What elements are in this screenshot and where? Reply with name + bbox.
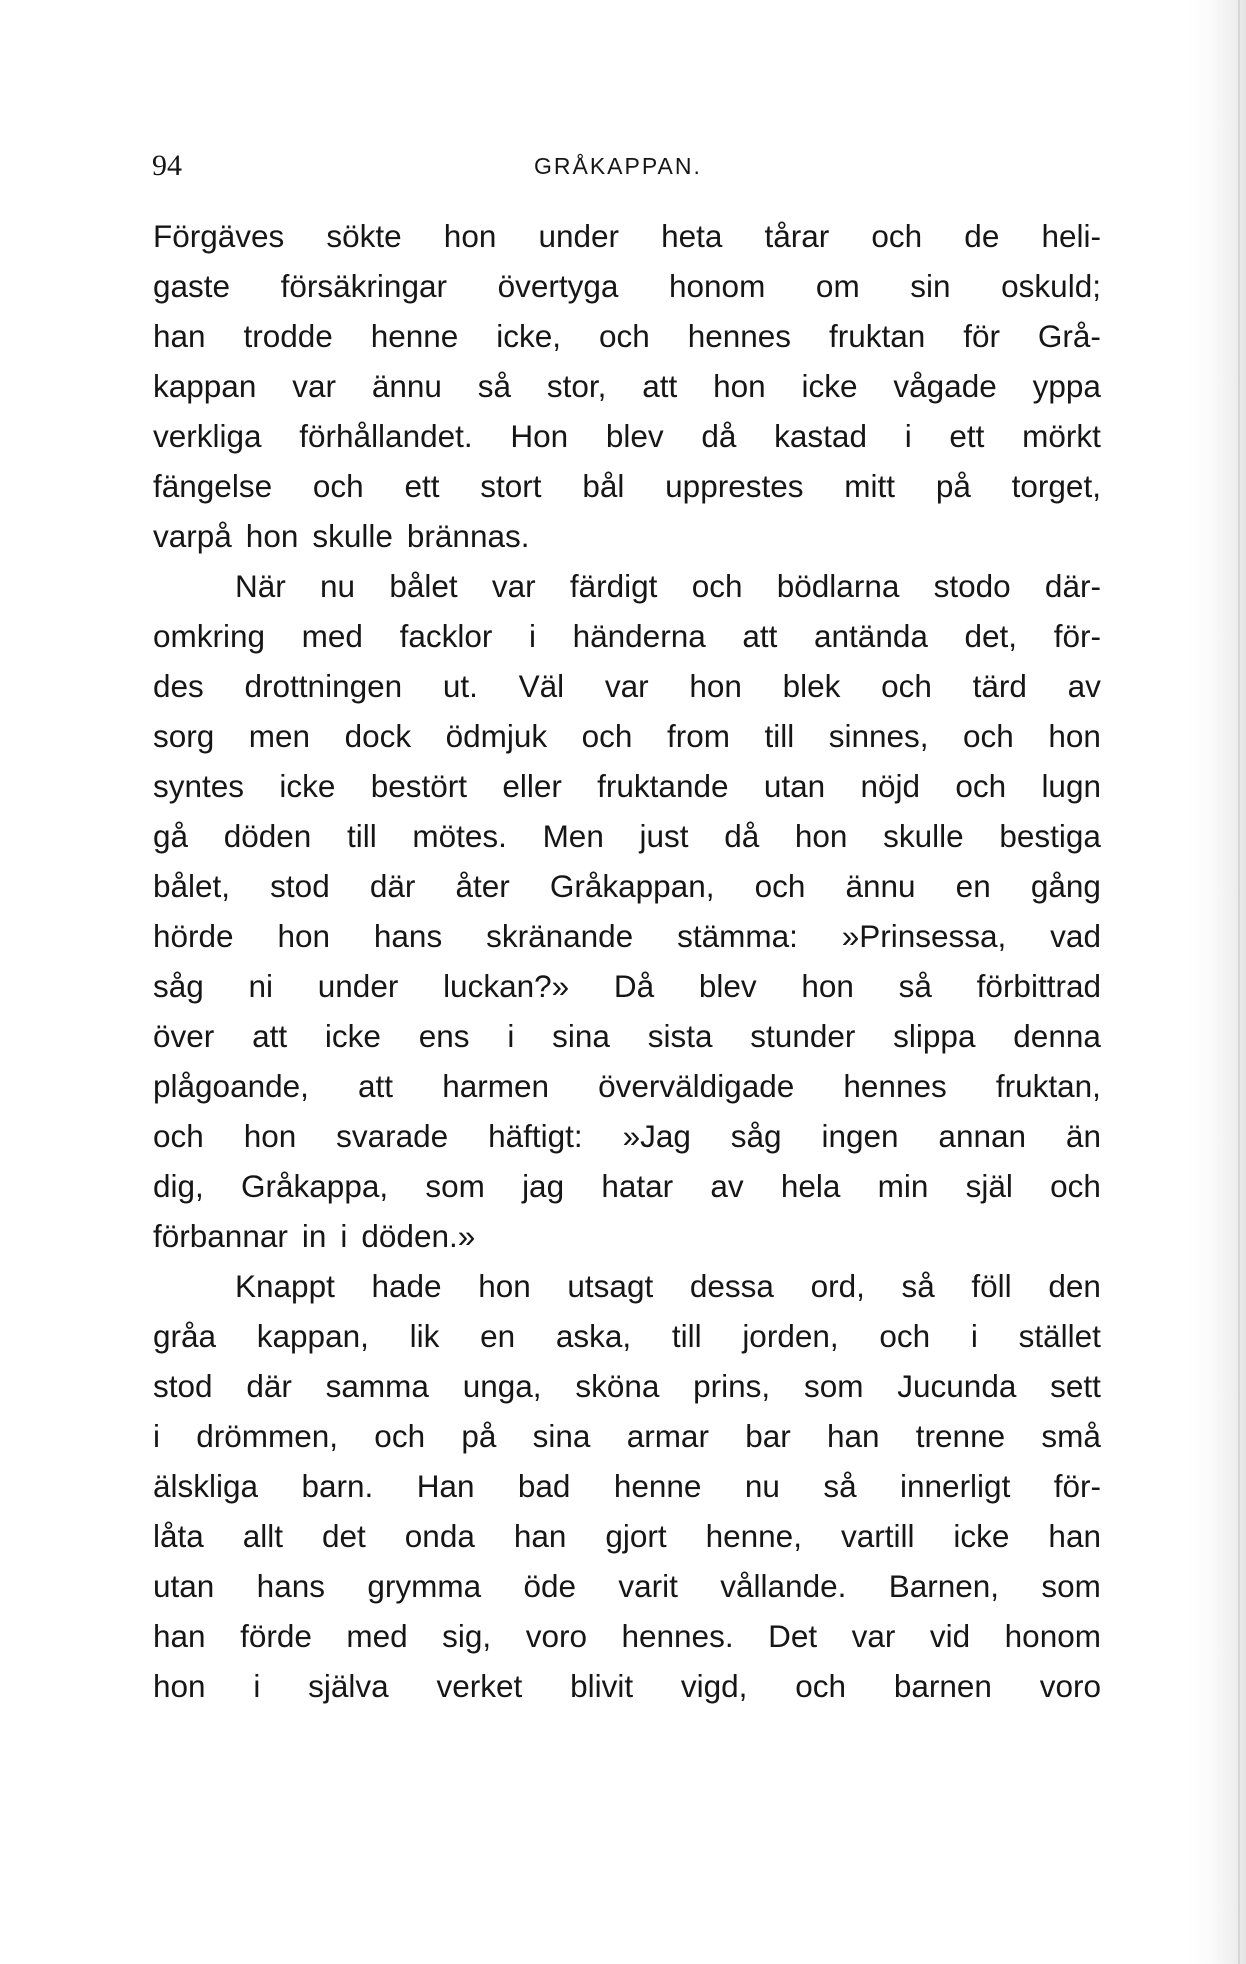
- word: döden.»: [361, 1218, 476, 1254]
- word: hon: [478, 1268, 531, 1304]
- text-line: [153, 1011, 1101, 1061]
- word: fruktan: [828, 318, 926, 354]
- word: och: [153, 1118, 204, 1154]
- word: förbittrad: [976, 968, 1101, 1004]
- word: icke: [953, 1518, 1010, 1554]
- word: heli-: [1041, 218, 1101, 254]
- text-line: [153, 311, 1101, 361]
- word: tärd: [972, 668, 1027, 704]
- word: hon: [801, 968, 854, 1004]
- word: blivit: [570, 1668, 634, 1704]
- word: trenne: [915, 1418, 1006, 1454]
- text-line: [153, 461, 1101, 511]
- word: icke: [279, 768, 336, 804]
- text-line: [153, 1311, 1101, 1361]
- word: utan: [153, 1568, 215, 1604]
- word: trodde: [243, 318, 333, 354]
- word: antända: [814, 618, 928, 654]
- word: i: [340, 1218, 348, 1254]
- text-line: [153, 411, 1101, 461]
- text-line: [153, 1661, 1101, 1711]
- word: då: [724, 818, 760, 854]
- word: då: [701, 418, 737, 454]
- word: vållande.: [720, 1568, 847, 1604]
- word: det: [322, 1518, 366, 1554]
- word: omkring: [153, 618, 266, 654]
- text-line: [153, 1411, 1101, 1461]
- word: voro: [1039, 1668, 1101, 1704]
- word: där: [246, 1368, 292, 1404]
- word: var: [292, 368, 336, 404]
- word: så: [901, 1268, 935, 1304]
- word: att: [252, 1018, 288, 1054]
- word: och: [881, 668, 932, 704]
- word: gaste: [153, 268, 231, 304]
- word: sköna: [575, 1368, 660, 1404]
- word: hon: [689, 668, 742, 704]
- word: ännu: [845, 868, 916, 904]
- word: de: [964, 218, 1000, 254]
- word: plågoande,: [153, 1068, 309, 1104]
- text-line: [153, 1211, 1101, 1261]
- word: slippa: [893, 1018, 976, 1054]
- word: blev: [605, 418, 664, 454]
- word: sinnes,: [828, 718, 929, 754]
- word: såg: [153, 968, 204, 1004]
- word: ens: [418, 1018, 470, 1054]
- word: hennes.: [621, 1618, 734, 1654]
- word: hennes: [687, 318, 792, 354]
- word: prins,: [693, 1368, 771, 1404]
- word: men: [248, 718, 311, 754]
- word: han: [153, 1618, 206, 1654]
- word: allt: [242, 1518, 284, 1554]
- word: vartill: [840, 1518, 915, 1554]
- word: luckan?»: [443, 968, 570, 1004]
- word: han: [513, 1518, 567, 1554]
- word: och: [374, 1418, 426, 1454]
- running-head: [152, 146, 1102, 186]
- page-number: 94: [152, 149, 182, 182]
- text-line: [153, 961, 1101, 1011]
- word: färdigt: [569, 568, 658, 604]
- word: unga,: [462, 1368, 542, 1404]
- text-line: [153, 811, 1101, 861]
- word: såg: [730, 1118, 782, 1154]
- word: mörkt: [1022, 418, 1101, 454]
- word: i: [253, 1668, 261, 1704]
- word: onda: [404, 1518, 475, 1554]
- word: om: [815, 268, 860, 304]
- word: för-: [1053, 618, 1101, 654]
- word: sökte: [326, 218, 402, 254]
- word: döden: [223, 818, 312, 854]
- word: under: [317, 968, 399, 1004]
- word: att: [642, 368, 678, 404]
- word: varpå: [153, 518, 232, 554]
- word: och: [691, 568, 743, 604]
- word: min: [877, 1168, 929, 1204]
- word: bad: [517, 1468, 571, 1504]
- text-line: [153, 1261, 1101, 1311]
- text-line: [153, 711, 1101, 761]
- word: bar: [745, 1418, 791, 1454]
- word: hans: [373, 918, 443, 954]
- word: och: [963, 718, 1014, 754]
- text-line: [153, 211, 1101, 261]
- word: voro: [525, 1618, 587, 1654]
- word: med: [301, 618, 363, 654]
- word: harmen: [442, 1068, 549, 1104]
- word: vad: [1050, 918, 1101, 954]
- text-line: [153, 511, 1101, 561]
- word: Knappt: [235, 1268, 335, 1304]
- word: stodo: [933, 568, 1011, 604]
- word: icke,: [496, 318, 562, 354]
- word: sina: [532, 1418, 591, 1454]
- word: det,: [964, 618, 1018, 654]
- word: skulle: [883, 818, 964, 854]
- word: upprestes: [665, 468, 804, 504]
- word: henne: [613, 1468, 702, 1504]
- word: nu: [744, 1468, 780, 1504]
- word: icke: [324, 1018, 381, 1054]
- text-line: [153, 1561, 1101, 1611]
- word: mötes.: [412, 818, 507, 854]
- word: till: [671, 1318, 702, 1354]
- word: vigd,: [680, 1668, 748, 1704]
- word: så: [477, 368, 512, 404]
- word: hon: [245, 518, 299, 554]
- word: i: [904, 418, 912, 454]
- word: förbannar: [153, 1218, 288, 1254]
- word: bödlarna: [776, 568, 900, 604]
- word: och: [879, 1318, 931, 1354]
- word: till: [346, 818, 377, 854]
- word: små: [1041, 1418, 1101, 1454]
- word: Förgäves: [153, 218, 285, 254]
- word: sett: [1050, 1368, 1101, 1404]
- word: i: [507, 1018, 515, 1054]
- word: mitt: [844, 468, 896, 504]
- word: hela: [780, 1168, 841, 1204]
- word: han: [153, 318, 206, 354]
- word: samma: [325, 1368, 429, 1404]
- word: stor,: [546, 368, 607, 404]
- word: denna: [1013, 1018, 1101, 1054]
- word: stället: [1018, 1318, 1101, 1354]
- word: fruktan,: [995, 1068, 1101, 1104]
- word: som: [803, 1368, 864, 1404]
- word: bål: [582, 468, 625, 504]
- word: förhållandet.: [299, 418, 473, 454]
- word: ett: [949, 418, 985, 454]
- word: förde: [240, 1618, 312, 1654]
- word: from: [666, 718, 730, 754]
- word: drottningen: [244, 668, 403, 704]
- word: ett: [404, 468, 440, 504]
- word: med: [346, 1618, 408, 1654]
- word: innerligt: [900, 1468, 1011, 1504]
- word: armar: [626, 1418, 709, 1454]
- word: där: [369, 868, 416, 904]
- text-line: [153, 761, 1101, 811]
- word: syntes: [153, 768, 245, 804]
- word: »Jag: [622, 1118, 691, 1154]
- word: hon: [1048, 718, 1101, 754]
- word: oskuld;: [1001, 268, 1101, 304]
- word: brännas.: [406, 518, 530, 554]
- word: Hon: [510, 418, 569, 454]
- word: hennes: [843, 1068, 947, 1104]
- word: bestiga: [999, 818, 1101, 854]
- word: var: [851, 1618, 896, 1654]
- word: själ: [965, 1168, 1013, 1204]
- running-title: GRÅKAPPAN.: [534, 153, 702, 179]
- word: under: [538, 218, 620, 254]
- word: och: [598, 318, 650, 354]
- word: där-: [1044, 568, 1101, 604]
- word: häftigt:: [488, 1118, 583, 1154]
- text-line: [153, 261, 1101, 311]
- word: torget,: [1011, 468, 1101, 504]
- word: hon: [243, 1118, 297, 1154]
- word: stunder: [750, 1018, 856, 1054]
- word: att: [358, 1068, 394, 1104]
- text-line: [153, 1511, 1101, 1561]
- word: dock: [344, 718, 412, 754]
- word: och: [581, 718, 633, 754]
- word: han: [1048, 1518, 1101, 1554]
- word: åter: [455, 868, 510, 904]
- word: eller: [502, 768, 562, 804]
- word: skulle: [312, 518, 393, 554]
- word: för-: [1053, 1468, 1101, 1504]
- word: gå: [153, 818, 189, 854]
- word: på: [461, 1418, 497, 1454]
- word: lik: [409, 1318, 440, 1354]
- word: lugn: [1041, 768, 1101, 804]
- word: i: [528, 618, 536, 654]
- word: kappan,: [256, 1318, 369, 1354]
- word: Då: [613, 968, 655, 1004]
- word: varit: [618, 1568, 678, 1604]
- word: bålet: [389, 568, 458, 604]
- word: Gråkappan,: [549, 868, 715, 904]
- word: och: [871, 218, 923, 254]
- word: så: [898, 968, 932, 1004]
- word: henne,: [705, 1518, 802, 1554]
- word: yppa: [1032, 368, 1101, 404]
- word: utsagt: [567, 1268, 654, 1304]
- word: ord,: [810, 1268, 865, 1304]
- word: tårar: [764, 218, 830, 254]
- word: blek: [782, 668, 841, 704]
- word: barn.: [301, 1468, 374, 1504]
- word: än: [1065, 1118, 1101, 1154]
- word: ödmjuk: [445, 718, 548, 754]
- word: fruktande: [597, 768, 729, 804]
- word: hade: [371, 1268, 442, 1304]
- word: Väl: [518, 668, 565, 704]
- word: och: [312, 468, 364, 504]
- word: ingen: [821, 1118, 899, 1154]
- word: blev: [698, 968, 757, 1004]
- word: hon: [443, 218, 497, 254]
- word: gjort: [605, 1518, 667, 1554]
- word: honom: [1004, 1618, 1101, 1654]
- word: honom: [669, 268, 766, 304]
- text-line: [153, 1461, 1101, 1511]
- word: kastad: [774, 418, 867, 454]
- page-edge-shadow: [1186, 0, 1246, 1964]
- word: hans: [256, 1568, 325, 1604]
- text-line: [153, 1361, 1101, 1411]
- text-line: [153, 1161, 1101, 1211]
- word: nu: [320, 568, 356, 604]
- word: Grå-: [1037, 318, 1101, 354]
- word: »Prinsessa,: [841, 918, 1007, 954]
- word: heta: [661, 218, 723, 254]
- word: facklor: [399, 618, 493, 654]
- text-line: [153, 361, 1101, 411]
- word: så: [823, 1468, 857, 1504]
- word: dessa: [689, 1268, 774, 1304]
- word: bålet,: [153, 868, 231, 904]
- word: bestört: [370, 768, 468, 804]
- word: dig,: [153, 1168, 204, 1204]
- text-line: [153, 1061, 1101, 1111]
- word: för: [963, 318, 1000, 354]
- word: händerna: [572, 618, 706, 654]
- word: hon: [153, 1668, 206, 1704]
- word: en: [955, 868, 991, 904]
- word: in: [301, 1218, 327, 1254]
- text-line: [153, 611, 1101, 661]
- word: hon: [713, 368, 766, 404]
- body-text: [153, 211, 1101, 1711]
- word: den: [1048, 1268, 1101, 1304]
- word: svarade: [336, 1118, 449, 1154]
- word: nöjd: [860, 768, 921, 804]
- word: barnen: [893, 1668, 992, 1704]
- word: Men: [542, 818, 604, 854]
- word: verkliga: [153, 418, 262, 454]
- word: icke: [801, 368, 858, 404]
- word: utan: [763, 768, 826, 804]
- word: försäkringar: [280, 268, 447, 304]
- word: ut.: [442, 668, 478, 704]
- word: Jucunda: [897, 1368, 1017, 1404]
- word: Det: [768, 1618, 818, 1654]
- word: som: [425, 1168, 485, 1204]
- word: grymma: [367, 1568, 482, 1604]
- word: till: [764, 718, 795, 754]
- word: stod: [270, 868, 330, 904]
- word: Barnen,: [888, 1568, 1000, 1604]
- text-line: [153, 1111, 1101, 1161]
- word: överväldigade: [598, 1068, 795, 1104]
- word: henne: [370, 318, 459, 354]
- word: och: [795, 1668, 847, 1704]
- word: kappan: [153, 368, 257, 404]
- word: skränande: [486, 918, 634, 954]
- word: stod: [153, 1368, 213, 1404]
- word: var: [604, 668, 649, 704]
- word: hon: [277, 918, 331, 954]
- word: älskliga: [153, 1468, 259, 1504]
- word: låta: [153, 1518, 204, 1554]
- word: sista: [647, 1018, 713, 1054]
- word: stort: [480, 468, 542, 504]
- word: i: [153, 1418, 160, 1454]
- word: övertyga: [497, 268, 619, 304]
- word: hon: [794, 818, 848, 854]
- word: själva: [308, 1668, 389, 1704]
- word: sin: [910, 268, 951, 304]
- text-line: [153, 1611, 1101, 1661]
- word: hatar: [601, 1168, 674, 1204]
- word: drömmen,: [196, 1418, 339, 1454]
- word: sorg: [153, 718, 215, 754]
- word: annan: [938, 1118, 1027, 1154]
- word: verket: [436, 1668, 523, 1704]
- word: gråa: [153, 1318, 217, 1354]
- word: ni: [248, 968, 274, 1004]
- word: Gråkappa,: [241, 1168, 389, 1204]
- text-line: [153, 561, 1101, 611]
- word: och: [754, 868, 806, 904]
- word: jag: [522, 1168, 565, 1204]
- word: jorden,: [742, 1318, 839, 1354]
- word: att: [742, 618, 778, 654]
- word: och: [1050, 1168, 1101, 1204]
- word: en: [480, 1318, 516, 1354]
- word: vågade: [893, 368, 997, 404]
- word: När: [235, 568, 286, 604]
- text-line: [153, 661, 1101, 711]
- page-edge-line: [1238, 0, 1240, 1964]
- word: som: [1041, 1568, 1101, 1604]
- word: sina: [552, 1018, 610, 1054]
- word: stämma:: [677, 918, 798, 954]
- word: hörde: [153, 918, 234, 954]
- word: var: [491, 568, 536, 604]
- word: han: [826, 1418, 880, 1454]
- word: ännu: [371, 368, 442, 404]
- word: av: [1067, 668, 1101, 704]
- word: över: [153, 1018, 215, 1054]
- word: des: [153, 668, 204, 704]
- text-line: [153, 861, 1101, 911]
- word: öde: [523, 1568, 577, 1604]
- word: och: [955, 768, 1007, 804]
- word: på: [935, 468, 971, 504]
- word: Han: [416, 1468, 475, 1504]
- word: gång: [1030, 868, 1101, 904]
- word: just: [639, 818, 689, 854]
- word: föll: [971, 1268, 1012, 1304]
- text-line: [153, 911, 1101, 961]
- word: vid: [929, 1618, 971, 1654]
- word: av: [710, 1168, 744, 1204]
- word: fängelse: [153, 468, 273, 504]
- word: sig,: [442, 1618, 492, 1654]
- word: aska,: [555, 1318, 632, 1354]
- word: i: [970, 1318, 978, 1354]
